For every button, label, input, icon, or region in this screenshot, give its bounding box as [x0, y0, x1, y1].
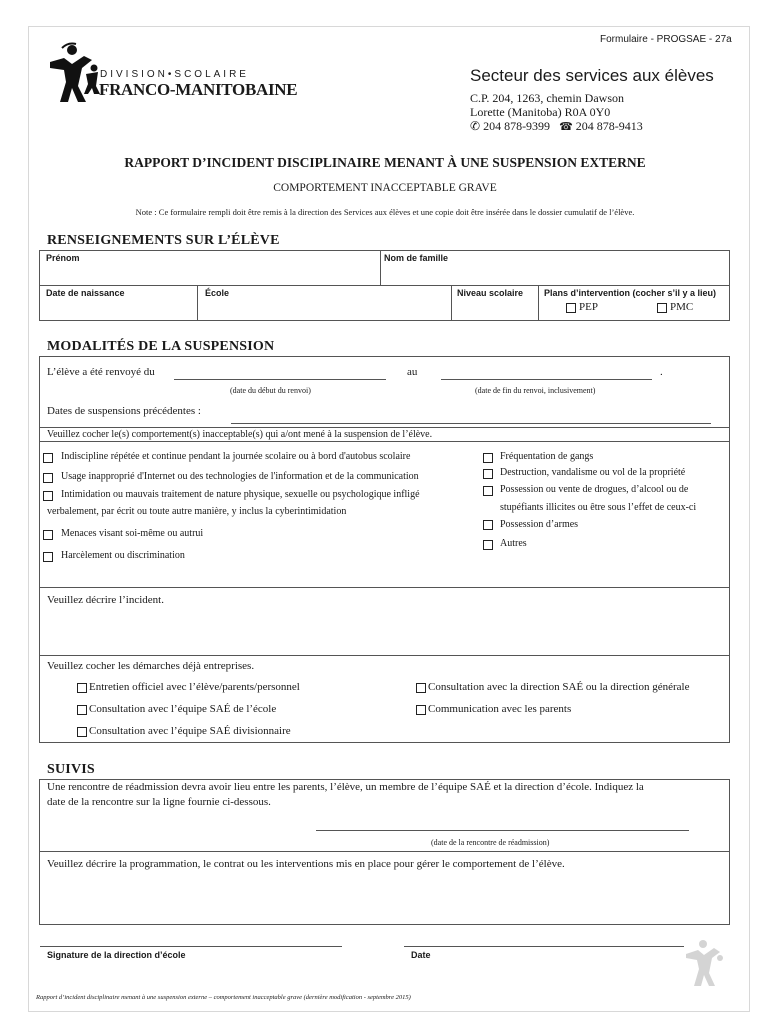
suivis-text2: date de la rencontre sur la ligne fournie ci-dessous.: [47, 796, 271, 808]
item-intimidation-cont: verbalement, par écrit ou toute autre manière, y inclus la cyberintimidation: [47, 506, 347, 517]
prenom-label: Prénom: [46, 253, 80, 263]
pmc-label: PMC: [670, 301, 694, 313]
checkbox-direction[interactable]: [416, 683, 426, 693]
checkbox-autres[interactable]: [483, 540, 493, 550]
precedentes-label: Dates de suspensions précédentes :: [47, 405, 201, 417]
item-menaces: Menaces visant soi-même ou autrui: [61, 528, 204, 539]
divider: [538, 285, 539, 321]
date-fin-caption: (date de fin du renvoi, inclusivement): [475, 386, 596, 395]
signature-field[interactable]: [40, 946, 342, 947]
footer: Rapport d’incident disciplinaire menant à une suspension externe – comportement inacceptable grave (dernière modification - septembre 2015): [36, 994, 411, 1001]
divider: [39, 285, 730, 286]
dob-label: Date de naissance: [46, 288, 125, 298]
signature-label: Signature de la direction d’école: [47, 950, 186, 960]
signature-date-label: Date: [411, 950, 431, 960]
demarches-label: Veuillez cocher les démarches déjà entreprises.: [47, 660, 255, 672]
divider: [451, 285, 452, 321]
date-fin-field[interactable]: [441, 379, 652, 380]
nom-label: Nom de famille: [384, 253, 449, 263]
form-code: Formulaire - PROGSAE - 27a: [600, 34, 732, 45]
niveau-label: Niveau scolaire: [457, 288, 524, 298]
demarche-equipe-div: Consultation avec l’équipe SAÉ divisionnaire: [89, 725, 291, 737]
divider: [39, 851, 730, 852]
item-drogues-cont: stupéfiants illicites ou être sous l’effet de ceux-ci: [500, 502, 697, 513]
period: .: [660, 366, 663, 378]
checkbox-equipe-ecole[interactable]: [77, 705, 87, 715]
item-destruction: Destruction, vandalisme ou vol de la propriété: [500, 467, 686, 478]
programmation-label: Veuillez décrire la programmation, le contrat ou les interventions mis en place pour gérer le comportement de l’élève.: [47, 858, 565, 870]
pep-label: PEP: [579, 301, 598, 313]
dept-address2: Lorette (Manitoba) R0A 0Y0: [470, 105, 611, 119]
precedentes-field[interactable]: [231, 423, 711, 424]
suivis-heading: SUIVIS: [47, 762, 95, 777]
doc-note: Note : Ce formulaire rempli doit être remis à la direction des Services aux élèves et une copie doit être insérée dans le dossier cumulatif de l’élève.: [135, 207, 635, 217]
fax-icon: ☎: [559, 121, 573, 133]
ecole-label: École: [205, 288, 230, 298]
item-autres: Autres: [500, 538, 527, 549]
plans-label: Plans d’intervention (cocher s’il y a lieu): [544, 288, 717, 298]
au-label: au: [407, 366, 418, 378]
incident-description-field[interactable]: [40, 610, 729, 654]
suspension-heading: MODALITÉS DE LA SUSPENSION: [47, 339, 275, 354]
item-gangs: Fréquentation de gangs: [500, 451, 594, 462]
readmission-date-caption: (date de la rencontre de réadmission): [431, 838, 550, 847]
demarche-equipe-ecole: Consultation avec l’équipe SAÉ de l’école: [89, 703, 277, 715]
logo-watermark-icon: [680, 936, 726, 992]
date-debut-field[interactable]: [174, 379, 386, 380]
readmission-date-field[interactable]: [316, 830, 689, 831]
divider: [39, 587, 730, 588]
doc-title: RAPPORT D’INCIDENT DISCIPLINAIRE MENANT À UNE SUSPENSION EXTERNE: [124, 155, 646, 170]
checkbox-intimidation[interactable]: [43, 491, 53, 501]
pmc-checkbox[interactable]: [657, 303, 667, 313]
checkbox-internet[interactable]: [43, 473, 53, 483]
item-indiscipline: Indiscipline répétée et continue pendant la journée scolaire ou à bord d'autobus scolaire: [61, 451, 411, 462]
item-armes: Possession d’armes: [500, 519, 579, 530]
pep-checkbox[interactable]: [566, 303, 576, 313]
cocher-instruction: Veuillez cocher le(s) comportement(s) inacceptable(s) qui a/ont mené à la suspension de l’élève.: [47, 429, 433, 440]
doc-subtitle: COMPORTEMENT INACCEPTABLE GRAVE: [273, 182, 497, 194]
logo-figures-icon: [42, 42, 102, 104]
checkbox-equipe-div[interactable]: [77, 727, 87, 737]
divider: [380, 250, 381, 286]
suivis-text1: Une rencontre de réadmission devra avoir lieu entre les parents, l’élève, un membre de l’équipe SAÉ et la direction d’école. Indiquez la: [47, 781, 644, 793]
checkbox-harcelement[interactable]: [43, 552, 53, 562]
item-drogues: Possession ou vente de drogues, d’alcool ou de: [500, 484, 689, 495]
checkbox-menaces[interactable]: [43, 530, 53, 540]
checkbox-entretien[interactable]: [77, 683, 87, 693]
demarche-direction: Consultation avec la direction SAÉ ou la direction générale: [428, 681, 690, 693]
signature-date-field[interactable]: [404, 946, 684, 947]
item-intimidation: Intimidation ou mauvais traitement de nature physique, sexuelle ou psychologique infligé: [61, 489, 420, 500]
dept-title: Secteur des services aux élèves: [470, 66, 714, 85]
renvoye-label: L’élève a été renvoyé du: [47, 366, 155, 378]
divider: [197, 285, 198, 321]
checkbox-parents[interactable]: [416, 705, 426, 715]
dept-address1: C.P. 204, 1263, chemin Dawson: [470, 91, 624, 105]
divider: [39, 427, 730, 428]
demarche-parents: Communication avec les parents: [428, 703, 572, 715]
checkbox-armes[interactable]: [483, 520, 493, 530]
checkbox-indiscipline[interactable]: [43, 453, 53, 463]
checkbox-gangs[interactable]: [483, 453, 493, 463]
item-internet: Usage inapproprié d'Internet ou des technologies de l'information et de la communication: [61, 471, 419, 482]
phone-icon: ✆: [470, 119, 481, 133]
checkbox-destruction[interactable]: [483, 469, 493, 479]
dept-contacts: [470, 119, 643, 134]
decrire-incident-label: Veuillez décrire l’incident.: [47, 594, 164, 606]
divider: [39, 655, 730, 656]
divider: [39, 441, 730, 442]
logo-line1: DIVISION•SCOLAIRE: [100, 69, 249, 80]
date-debut-caption: (date du début du renvoi): [230, 386, 311, 395]
dept-phone: 204 878-9399: [483, 119, 551, 133]
programmation-field[interactable]: [40, 874, 729, 924]
student-heading: RENSEIGNEMENTS SUR L’ÉLÈVE: [47, 233, 280, 248]
item-harcelement: Harcèlement ou discrimination: [61, 550, 185, 561]
logo-line2: FRANCO-MANITOBAINE: [99, 80, 298, 99]
dept-fax: 204 878-9413: [575, 119, 643, 133]
demarche-entretien: Entretien officiel avec l’élève/parents/personnel: [89, 681, 300, 693]
checkbox-drogues[interactable]: [483, 486, 493, 496]
